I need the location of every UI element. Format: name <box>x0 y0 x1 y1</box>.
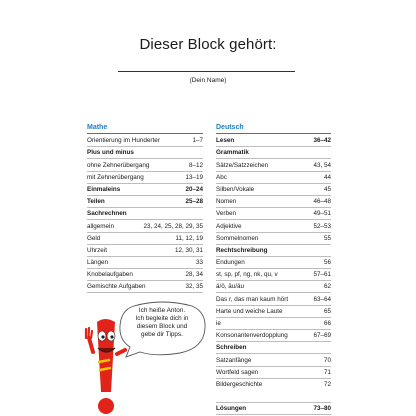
toc-page: 52–53 <box>313 222 331 230</box>
toc-page: 33 <box>195 259 203 267</box>
toc-label: ä/ö, äu/äu <box>216 283 245 291</box>
toc-page: 62 <box>323 283 331 291</box>
mathe-column <box>87 123 203 293</box>
toc-label: Orientierung im Hunderter <box>87 137 160 145</box>
name-line <box>118 71 295 72</box>
toc-page: 13–19 <box>185 173 203 181</box>
toc-page: 56 <box>323 259 331 267</box>
toc-row <box>216 147 331 159</box>
toc-row <box>216 208 331 220</box>
toc-row <box>216 269 331 281</box>
toc-label: ie <box>216 320 221 327</box>
toc-row <box>216 318 331 330</box>
toc-label: Endungen <box>216 259 245 267</box>
toc-page: 72 <box>323 380 331 388</box>
deutsch-column <box>216 123 331 415</box>
toc-page: 55 <box>323 234 331 242</box>
toc-label: Schreiben <box>216 344 247 352</box>
toc-row <box>87 172 203 184</box>
speech-bubble-line: diesem Block und <box>136 323 188 331</box>
toc-label: Das r, das man kaum hört <box>216 295 289 303</box>
toc-page: 65 <box>323 307 331 315</box>
toc-page: 44 <box>323 173 331 181</box>
toc-row <box>216 257 331 269</box>
toc-row <box>216 281 331 293</box>
toc-label: Sommelnomen <box>216 234 259 242</box>
toc-label: Lösungen <box>216 405 247 413</box>
toc-label: Nomen <box>216 198 237 206</box>
toc-row <box>216 330 331 342</box>
toc-page: 66 <box>323 320 331 327</box>
toc-page: 70 <box>323 356 331 364</box>
toc-row <box>87 135 203 147</box>
toc-label: Konsonantenverdopplung <box>216 332 288 340</box>
toc-page: 36–42 <box>313 137 331 145</box>
toc-row <box>216 135 331 147</box>
toc-label: Teilen <box>87 198 105 206</box>
toc-label: Sachrechnen <box>87 210 127 218</box>
toc-label: Gemischte Aufgaben <box>87 283 146 291</box>
toc-row <box>87 208 203 220</box>
toc-row <box>87 245 203 257</box>
toc-label: Uhrzeit <box>87 246 107 254</box>
toc-row <box>87 233 203 245</box>
toc-page: 57–61 <box>313 271 331 279</box>
toc-label: Lesen <box>216 137 235 145</box>
toc-row <box>216 402 331 415</box>
toc-label: Längen <box>87 259 109 267</box>
toc-row <box>216 245 331 257</box>
toc-row <box>216 354 331 366</box>
toc-label: Plus und minus <box>87 149 134 157</box>
toc-label: Adjektive <box>216 222 242 230</box>
toc-page: 43, 54 <box>313 161 331 169</box>
toc-label: Verben <box>216 210 236 218</box>
toc-label: Abc <box>216 173 227 181</box>
name-caption: (Dein Name) <box>189 77 227 84</box>
toc-label: Geld <box>87 234 101 242</box>
toc-page: 25–28 <box>185 198 203 206</box>
toc-label: Grammatik <box>216 149 249 157</box>
toc-page: 11, 12, 19 <box>175 234 203 242</box>
toc-row <box>87 257 203 269</box>
toc-row <box>216 233 331 245</box>
page-title: Dieser Block gehört: <box>139 36 277 53</box>
toc-row <box>216 184 331 196</box>
toc-label: Einmaleins <box>87 185 121 193</box>
toc-page: 45 <box>323 185 331 193</box>
toc-label: ohne Zehnerübergang <box>87 161 150 169</box>
toc-label: Harte und weiche Laute <box>216 307 283 315</box>
toc-row <box>216 293 331 305</box>
speech-bubble-line: gebe dir Tipps. <box>141 331 183 339</box>
speech-bubble-text <box>121 307 203 339</box>
toc-row <box>87 220 203 232</box>
deutsch-list <box>216 135 331 415</box>
toc-page: 63–64 <box>313 295 331 303</box>
toc-row <box>87 184 203 196</box>
speech-bubble-line: Ich begleite dich in <box>135 315 189 323</box>
toc-page: 12, 30, 31 <box>174 246 203 254</box>
toc-page: 49–51 <box>313 210 331 218</box>
toc-row <box>87 269 203 281</box>
toc-page: 32, 35 <box>185 283 203 291</box>
toc-label: allgemein <box>87 222 114 230</box>
toc-label: Bildergeschichte <box>216 380 263 388</box>
toc-label: Rechtschreibung <box>216 246 268 254</box>
toc-row <box>87 159 203 171</box>
toc-page: 46–48 <box>313 198 331 206</box>
mathe-heading: Mathe <box>87 123 203 134</box>
toc-label: st, sp, pf, ng, nk, qu, v <box>216 271 278 279</box>
toc-page: 67–69 <box>313 332 331 340</box>
toc-row <box>216 379 331 391</box>
toc-row <box>216 342 331 354</box>
toc-label: Wortfeld sagen <box>216 368 259 376</box>
toc-page: 8–12 <box>188 161 203 169</box>
toc-label: Sätze/Satzzeichen <box>216 161 269 169</box>
toc-row <box>87 281 203 293</box>
speech-bubble-line: Ich heiße Anton. <box>138 307 186 314</box>
toc-row <box>216 196 331 208</box>
toc-row <box>216 172 331 184</box>
deutsch-heading: Deutsch <box>216 123 331 134</box>
toc-row <box>216 159 331 171</box>
toc-page: 23, 24, 25, 28, 29, 35 <box>143 222 203 230</box>
toc-label: Satzanfänge <box>216 356 252 364</box>
toc-label: Knobelaufgaben <box>87 271 133 279</box>
toc-row <box>87 147 203 159</box>
toc-page: 71 <box>323 368 331 376</box>
toc-row <box>216 220 331 232</box>
toc-row <box>87 196 203 208</box>
toc-row <box>216 306 331 318</box>
toc-page: 28, 34 <box>185 271 203 279</box>
mathe-list <box>87 135 203 293</box>
toc-page: 73–80 <box>313 405 331 413</box>
toc-row <box>216 367 331 379</box>
toc-page: 20–24 <box>185 185 203 193</box>
toc-label: mit Zehnerübergang <box>87 173 144 181</box>
toc-label: Silben/Vokale <box>216 185 255 193</box>
toc-page: 1–7 <box>192 137 203 145</box>
